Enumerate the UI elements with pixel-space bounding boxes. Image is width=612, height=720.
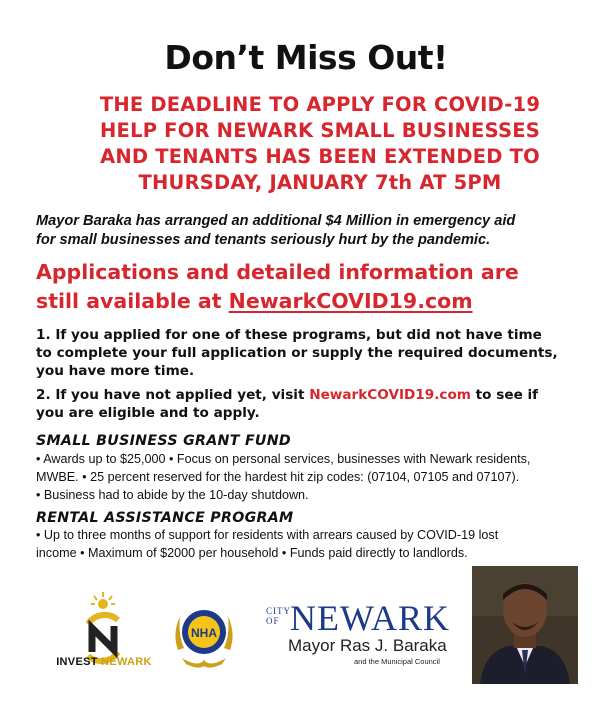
applications-notice (36, 258, 606, 316)
city-of-label (266, 606, 291, 626)
city-of-newark-logo (266, 600, 466, 680)
nha-seal-logo (168, 598, 240, 670)
wordmark-part: NEWARK (101, 656, 152, 668)
applications-line: Applications and detailed information are (36, 260, 519, 284)
step-two-suffix: to see if (470, 387, 539, 403)
deadline-line: AND TENANTS HAS BEEN EXTENDED TO (100, 145, 540, 168)
detail-line: • Up to three months of support for residents with arrears caused by COVID-19 lost (36, 528, 499, 542)
nha-seal-text: NHA (191, 626, 217, 640)
intro-line: for small businesses and tenants seriously hurt by the pandemic. (36, 232, 491, 248)
detail-line: MWBE. • 25 percent reserved for the hardest hit zip codes: (07104, 07105 and 07107). (36, 470, 520, 484)
applications-prefix: still available at (36, 289, 229, 313)
deadline-line: HELP FOR NEWARK SMALL BUSINESSES (100, 119, 540, 142)
deadline-line: THURSDAY, JANUARY 7th AT 5PM (138, 171, 502, 194)
small-business-heading: SMALL BUSINESS GRANT FUND (36, 433, 292, 449)
step-line: to complete your full application or supply the required documents, (36, 345, 558, 361)
city-of-part: CITY (266, 606, 291, 616)
intro-paragraph (36, 212, 596, 250)
deadline-notice (40, 92, 600, 196)
website-link[interactable]: NewarkCOVID19.com (228, 289, 473, 313)
newark-wordmark: NEWARK (290, 598, 450, 638)
detail-line: • Awards up to $25,000 • Focus on personal services, businesses with Newark residents, (36, 452, 531, 466)
wordmark-part: INVEST (56, 656, 102, 668)
rental-assistance-heading: RENTAL ASSISTANCE PROGRAM (36, 510, 294, 526)
mayor-name: Mayor Ras J. Baraka (288, 636, 447, 655)
council-label: and the Municipal Council (354, 657, 440, 666)
applications-line (36, 287, 606, 316)
sun-icon (91, 592, 115, 608)
detail-line: income • Maximum of $2000 per household • Funds paid directly to landlords. (36, 546, 468, 560)
city-of-part: OF (266, 616, 280, 626)
small-business-details (36, 450, 592, 504)
page-title: Don’t Miss Out! (164, 38, 448, 77)
website-link-inline[interactable]: NewarkCOVID19.com (309, 387, 471, 403)
step-one (36, 326, 596, 380)
step-two-prefix: 2. If you have not applied yet, visit (36, 387, 310, 403)
step-line: 1. If you applied for one of these programs, but did not have time (36, 327, 542, 343)
step-line: you have more time. (36, 363, 195, 379)
invest-newark-wordmark (34, 656, 174, 668)
mayor-portrait-photo (472, 566, 578, 684)
step-line (36, 386, 596, 404)
detail-line: • Business had to abide by the 10-day shutdown. (36, 488, 309, 502)
intro-line: Mayor Baraka has arranged an additional $4 Million in emergency aid (36, 213, 516, 229)
step-two (36, 386, 596, 422)
rental-assistance-details (36, 526, 592, 562)
deadline-line: THE DEADLINE TO APPLY FOR COVID-19 (99, 93, 541, 116)
step-line: you are eligible and to apply. (36, 405, 260, 421)
